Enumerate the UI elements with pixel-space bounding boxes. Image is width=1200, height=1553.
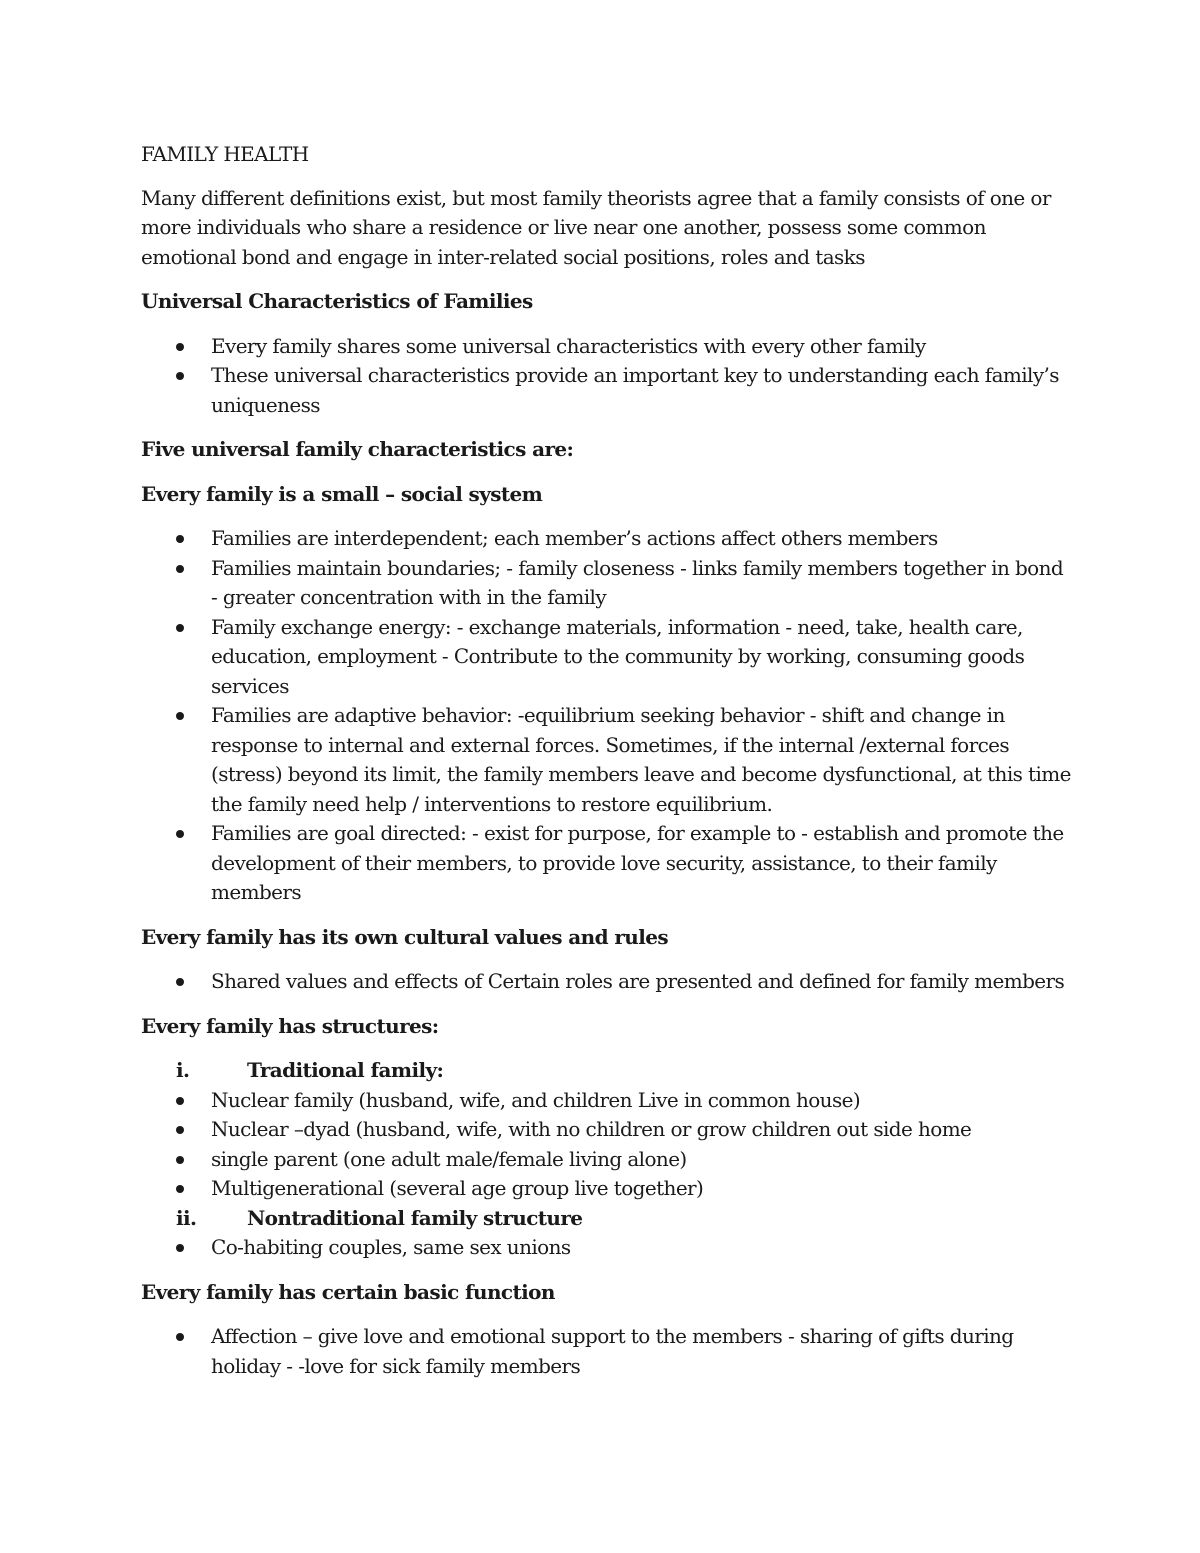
list-item: Nuclear family (husband, wife, and children Live in common house) xyxy=(141,1086,1071,1116)
traditional-family-list xyxy=(141,1086,1071,1204)
list-item: Families are adaptive behavior: -equilibrium seeking behavior - shift and change in response to internal and external forces. Sometimes, if the internal /external forces (stress) beyond its limit, the family members leave and become dysfunctional, at this time the family need help / interventions to restore equilibrium. xyxy=(141,701,1071,819)
heading-universal-characteristics: Universal Characteristics of Families xyxy=(141,289,533,313)
traditional-family-label: Traditional family: xyxy=(247,1058,444,1082)
cultural-values-list xyxy=(141,967,1071,997)
document-title: FAMILY HEALTH xyxy=(141,142,309,166)
intro-paragraph: Many different definitions exist, but most family theorists agree that a family consists of one or more individuals who share a residence or live near one another, possess some common emotional bond and engage in inter-related social positions, roles and tasks xyxy=(141,185,1051,269)
list-item: Families maintain boundaries; - family closeness - links family members together in bond - greater concentration with in the family xyxy=(141,554,1071,613)
list-item: Multigenerational (several age group live together) xyxy=(141,1174,1071,1204)
heading-cultural-values: Every family has its own cultural values and rules xyxy=(141,924,668,949)
nontraditional-family-label: Nontraditional family structure xyxy=(247,1205,583,1230)
list-item: Every family shares some universal characteristics with every other family xyxy=(141,332,1071,362)
list-item: Nuclear –dyad (husband, wife, with no children or grow children out side home xyxy=(141,1115,1071,1145)
document-page xyxy=(141,140,1071,1396)
list-item: Families are interdependent; each member’s actions affect others members xyxy=(141,524,1071,554)
heading-five-characteristics: Five universal family characteristics are: xyxy=(141,437,574,461)
nontraditional-family-subheading xyxy=(141,1204,1071,1234)
traditional-family-subheading xyxy=(141,1056,1071,1086)
heading-basic-function: Every family has certain basic function xyxy=(141,1279,555,1304)
heading-structures: Every family has structures: xyxy=(141,1013,439,1038)
list-item: Affection – give love and emotional support to the members - sharing of gifts during holiday - -love for sick family members xyxy=(141,1322,1071,1381)
basic-function-list xyxy=(141,1322,1071,1381)
list-item: Co-habiting couples, same sex unions xyxy=(141,1233,1071,1263)
nontraditional-family-list xyxy=(141,1233,1071,1263)
roman-numeral-i: i. xyxy=(176,1058,190,1082)
heading-small-social-system: Every family is a small – social system xyxy=(141,481,543,506)
list-item: Shared values and effects of Certain roles are presented and defined for family members xyxy=(141,967,1071,997)
list-item: Family exchange energy: - exchange materials, information - need, take, health care, education, employment - Contribute to the community by working, consuming goods services xyxy=(141,613,1071,702)
roman-numeral-ii: ii. xyxy=(176,1205,197,1230)
list-item: These universal characteristics provide an important key to understanding each family’s uniqueness xyxy=(141,361,1071,420)
list-item: Families are goal directed: - exist for purpose, for example to - establish and promote the development of their members, to provide love security, assistance, to their family members xyxy=(141,819,1071,908)
small-social-system-list xyxy=(141,524,1071,908)
list-item: single parent (one adult male/female living alone) xyxy=(141,1145,1071,1175)
universal-characteristics-list xyxy=(141,332,1071,421)
